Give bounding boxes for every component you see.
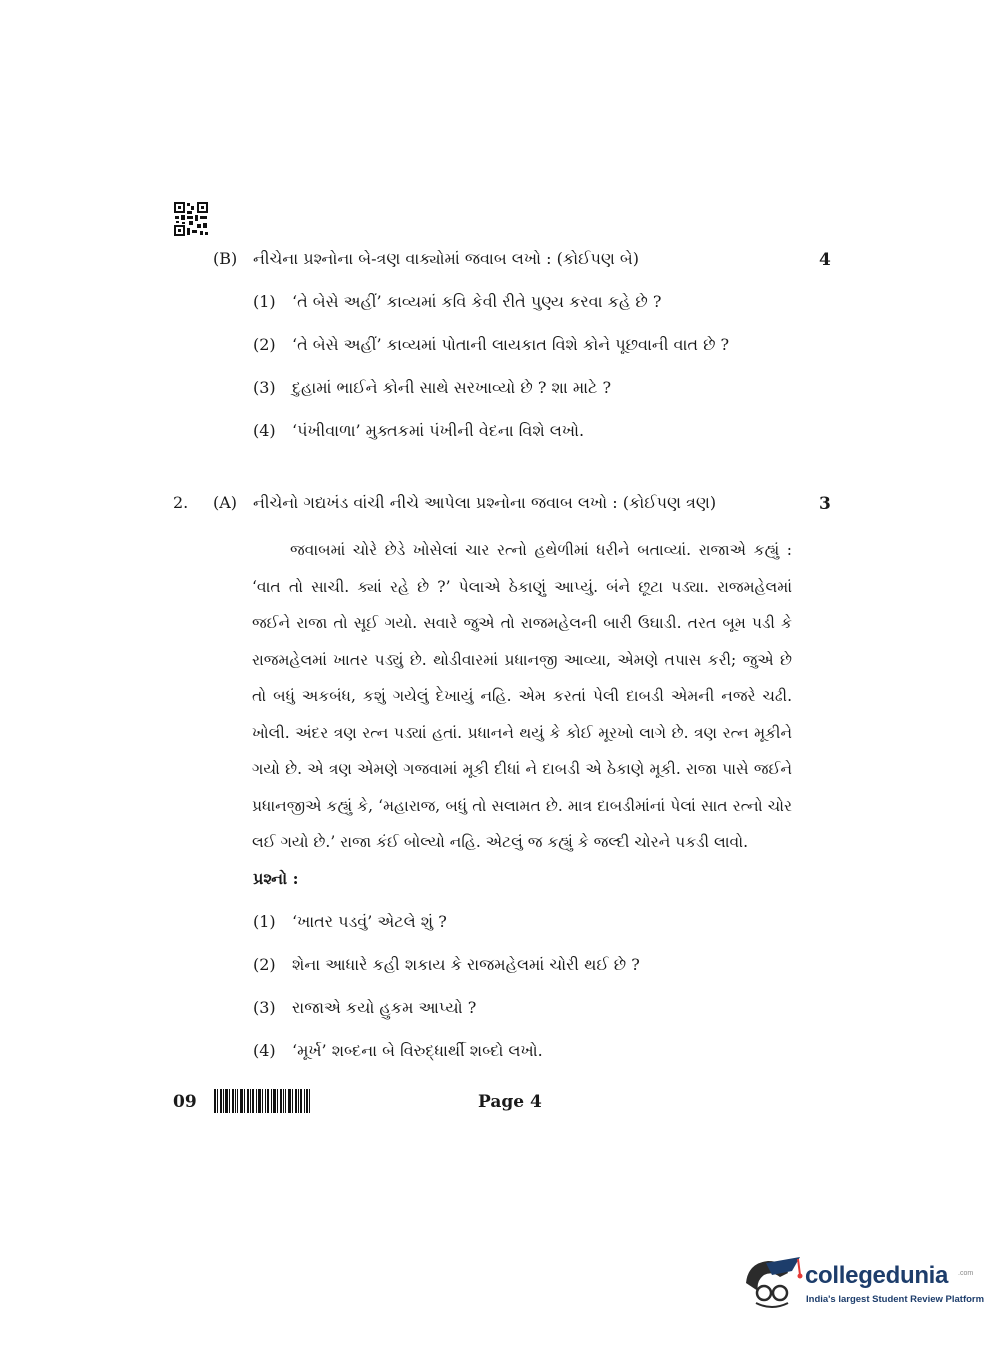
paper-code: 09 [173,1092,197,1112]
page-number: Page 4 [478,1092,542,1112]
section-2a-instruction: નીચેનો ગદ્યખંડ વાંચી નીચે આપેલા પ્રશ્નોના જવાબ લખો : (કોઈપણ ત્રણ) [253,493,717,512]
question-number: (3) [253,378,276,397]
section-2a-marks: 3 [819,494,831,514]
question-text: દુહામાં ભાઈને કોની સાથે સરખાવ્યો છે ? શા માટે ? [292,378,612,397]
collegedunia-logo-icon [742,1253,804,1313]
question-number: (3) [253,998,276,1017]
section-b-marks: 4 [819,250,831,270]
barcode-icon [214,1089,310,1113]
question-number: (1) [253,292,276,311]
brand-name: collegedunia [805,1262,949,1289]
question-text: ‘તે બેસે અહીં’ કાવ્યમાં કવિ કેવી રીતે પુણ્ય કરવા કહે છે ? [292,292,662,311]
question-text: રાજાએ કયો હુકમ આપ્યો ? [292,998,477,1017]
section-2a-label: (A) [213,493,238,512]
question-number: (1) [253,912,276,931]
question-text: શેના આધારે કહી શકાય કે રાજમહેલમાં ચોરી થઈ છે ? [292,955,640,974]
question-text: ‘પંખીવાળા’ મુક્તકમાં પંખીની વેદના વિશે લખો. [292,421,585,440]
question-number: (2) [253,335,276,354]
section-b-label: (B) [213,249,238,268]
question-text: ‘તે બેસે અહીં’ કાવ્યમાં પોતાની લાયકાત વિશે કોને પૂછવાની વાત છે ? [292,335,730,354]
brand-suffix: .com [958,1270,974,1277]
section-b-instruction: નીચેના પ્રશ્નોના બે-ત્રણ વાક્યોમાં જવાબ લખો : (કોઈપણ બે) [253,249,640,268]
question-number: (2) [253,955,276,974]
section-2-number: 2. [173,493,189,512]
qr-code-icon [173,201,209,237]
passage [252,532,792,861]
question-number: (4) [253,1041,276,1060]
questions-heading: પ્રશ્નો : [253,869,299,888]
question-number: (4) [253,421,276,440]
question-text: ‘ખાતર પડવું’ એટલે શું ? [292,912,447,931]
passage-text: જવાબમાં ચોરે છેડે ખોસેલાં ચાર રત્નો હથેળીમાં ધરીને બતાવ્યાં. રાજાએ કહ્યું : ‘વાત તો સાચી. ક્યાં રહે છે ?’ પેલાએ ઠેકાણું આપ્યું. બંને છૂટા પડ્યા. રાજમહેલમાં જઈને રાજા તો સૂઈ ગયો. સવારે જુએ તો રાજમહેલની બારી ઉઘાડી. તરત બૂમ પડી કે રાજમહેલમાં ખાતર પડ્યું છે. થોડીવારમાં પ્રધાનજી આવ્યા, એમણે તપાસ કરી; જુએ છે તો બધું અકબંધ, કશું ગયેલું દેખાયું નહિ. એમ કરતાં પેલી દાબડી એમની નજરે ચઢી. ખોલી. અંદર ત્રણ રત્ન પડ્યાં હતાં. પ્રધાનને થયું કે કોઈ મૂરખો લાગે છે. ત્રણ રત્ન મૂકીને ગયો છે. એ ત્રણ એમણે ગજવામાં મૂકી દીધાં ને દાબડી એ ઠેકાણે મૂકી. રાજા પાસે જઈને પ્રધાનજીએ કહ્યું કે, ‘મહારાજ, બધું તો સલામત છે. માત્ર દાબડીમાંનાં પેલાં સાત રત્નો ચોર લઈ ગયો છે.’ રાજા કંઈ બોલ્યો નહિ. એટલું જ કહ્યું કે જલ્દી ચોરને પકડી લાવો. [252,541,792,851]
brand-tagline: India's largest Student Review Platform [806,1294,985,1305]
question-text: ‘મૂર્ખ’ શબ્દના બે વિરુદ્ધાર્થી શબ્દો લખો. [292,1041,543,1060]
